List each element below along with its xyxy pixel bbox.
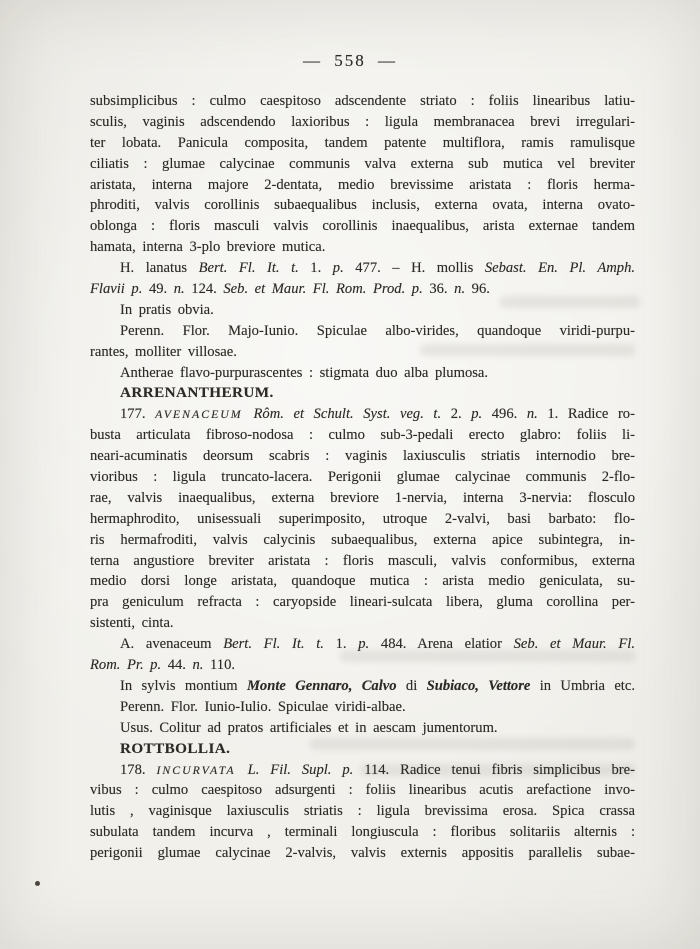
text-segment: di (396, 677, 427, 694)
text-segment: AVENACEUM (155, 407, 254, 422)
text-segment: sistenti, cinta. (90, 615, 174, 632)
text-segment: 477. – H. mollis (355, 260, 485, 277)
ink-speck (35, 881, 40, 886)
text-segment: 1. (335, 636, 359, 653)
text-segment: In pratis obvia. (120, 301, 214, 318)
text-segment: ARRENANTHERUM. (120, 384, 274, 402)
text-segment: 1. (310, 260, 333, 277)
text-segment: 2. (450, 406, 472, 423)
text-segment: Usus. Colitur ad pratos artificiales et in aescam jumentorum. (120, 719, 498, 736)
text-line (90, 279, 635, 300)
text-segment: oblonga : floris masculi valvis corollinis inaequalibus, arista externae tandem (90, 218, 635, 235)
text-segment: n. (526, 406, 548, 423)
text-segment: vibus : culmo caespitoso adsurgenti : foliis linearibus acutis arefactione invo- (90, 782, 635, 799)
text-segment: 110. (210, 657, 236, 674)
text-segment: in Umbria etc. (530, 677, 635, 694)
text-line (90, 655, 635, 676)
text-line (90, 446, 635, 467)
text-line (90, 822, 635, 843)
text-line (90, 154, 635, 175)
text-segment: A. avenaceum (120, 636, 224, 653)
text-segment: rantes, molliter villosae. (90, 343, 237, 360)
text-line (90, 801, 635, 822)
text-segment: n. (454, 281, 472, 298)
text-segment: H. lanatus (120, 260, 199, 277)
text-segment: Perenn. Flor. Majo-Iunio. Spiculae albo-virides, quandoque viridi-purpu- (120, 322, 635, 339)
text-line (90, 676, 635, 697)
text-segment: 49. (148, 281, 174, 298)
text-segment: Bert. Fl. It. t. (223, 636, 336, 653)
text-line (90, 718, 635, 739)
text-line (90, 342, 635, 363)
text-segment: hamata, interna 3-plo breviore mutica. (90, 239, 326, 256)
text-line (90, 843, 635, 864)
text-segment: busta articulata fibroso-nodosa : culmo sub-3-pedali erecto glabro: foliis li- (90, 427, 635, 444)
text-line (90, 425, 635, 446)
text-segment: p. (358, 636, 381, 653)
text-line (90, 634, 635, 655)
text-segment: Seb. et Maur. Fl. Rom. Prod. p. (223, 281, 430, 298)
text-segment: Antherae flavo-purpurascentes : stigmata duo alba plumosa. (120, 364, 489, 381)
text-segment: p. (471, 406, 492, 423)
text-segment: 114. Radice tenui fibris simplicibus bre- (364, 761, 635, 778)
text-segment: ciliatis : glumae calycinae communis valva externa sub mutica vel breviter (90, 155, 635, 172)
text-segment: sculis, vaginis adscendendo laxioribus : ligula membranacea brevi irregulari- (90, 113, 635, 130)
text-segment: 178. (120, 761, 157, 778)
text-segment: Seb. et Maur. Fl. (513, 636, 635, 653)
text-line (90, 760, 635, 781)
text-line (90, 383, 635, 404)
text-line (90, 258, 635, 279)
text-segment: 124. (191, 281, 224, 298)
text-line (90, 613, 635, 634)
text-line (90, 592, 635, 613)
text-segment: subulata tandem incurva , terminali longiuscula : floribus solitariis alternis : (90, 824, 635, 841)
text-line (90, 300, 635, 321)
text-segment: pra geniculum refracta : caryopside lineari-sulcata libera, gluma corollina per- (90, 594, 635, 611)
text-segment: lutis , vaginisque laxiusculis striatis : ligula brevissima erosa. Spica crassa (90, 803, 635, 820)
text-segment: ris hermafroditi, valvis calycinis subaequalibus, externa apice subintegra, in- (90, 531, 635, 548)
text-segment: Bert. Fl. It. t. (198, 260, 311, 277)
text-segment: terna angustiore breviter aristata : floris masculi, valvis conformibus, externa (90, 552, 635, 569)
text-line (90, 175, 635, 196)
text-line (90, 195, 635, 216)
text-segment: Flavii p. (90, 281, 149, 298)
text-segment: rae, valvis inaequalibus, externa breviore 1-nervia, interna 3-nervia: flosculo (90, 489, 635, 506)
text-line (90, 509, 635, 530)
text-segment: n. (192, 657, 211, 674)
text-line (90, 363, 635, 384)
text-line (90, 530, 635, 551)
text-segment: 96. (471, 281, 490, 298)
text-segment: hermaphrodito, unisessuali superimposito, utroque 2-valvi, basi barbato: flo- (90, 510, 635, 527)
text-line (90, 404, 635, 425)
text-segment: Perenn. Flor. Iunio-Iulio. Spiculae viridi-albae. (120, 698, 406, 715)
text-line (90, 488, 635, 509)
text-line (90, 216, 635, 237)
text-line (90, 133, 635, 154)
page-number-header: — 558 — (303, 51, 397, 70)
text-line (90, 571, 635, 592)
text-segment: 496. (491, 406, 527, 423)
text-line (90, 780, 635, 801)
text-line (90, 237, 635, 258)
text-line (90, 697, 635, 718)
text-segment: subsimplicibus : culmo caespitoso adscendente striato : foliis linearibus latiu- (90, 93, 635, 109)
text-segment: Sebast. En. Pl. Amph. (484, 260, 635, 277)
text-segment: ROTTBOLLIA. (120, 739, 231, 757)
text-segment: 1. Radice ro- (547, 406, 635, 423)
text-segment: perigonii glumae calycinae 2-valvis, valvis externis appositis parallelis subae- (90, 845, 635, 862)
text-segment: 36. (429, 281, 455, 298)
text-segment: Rôm. et Schult. Syst. veg. t. (253, 406, 451, 423)
text-line (90, 112, 635, 133)
text-line (90, 91, 635, 112)
text-line (90, 467, 635, 488)
text-segment: vioribus : ligula truncato-lacera. Perigonii glumae calycinae communis 2-flo- (90, 469, 635, 486)
text-segment: In sylvis montium (120, 677, 247, 694)
text-segment: 484. Arena elatior (380, 636, 514, 653)
text-segment: L. Fil. Supl. p. (247, 761, 365, 778)
text-segment: phroditi, valvis corollinis subaequalibus inclusis, externa ovata, interna ovato- (90, 197, 635, 214)
text-line (90, 321, 635, 342)
text-segment: neari-acuminatis deorsum scabris : vaginis laxiusculis striatis internodio bre- (90, 448, 635, 465)
text-segment: p. (332, 260, 356, 277)
page-text-block (90, 91, 635, 864)
text-segment: 177. (120, 406, 156, 423)
text-line (90, 551, 635, 572)
text-segment: Subiaco, Vettore (426, 677, 531, 694)
text-segment: Rom. Pr. p. (90, 657, 168, 674)
text-segment: Monte Gennaro, Calvo (246, 677, 397, 694)
text-segment: 44. (167, 657, 193, 674)
text-segment: INCURVATA (156, 762, 248, 777)
text-segment: n. (173, 281, 192, 298)
text-line (90, 739, 635, 760)
text-segment: ter lobata. Panicula composita, tandem patente multiflora, ramis ramulisque (90, 134, 635, 151)
text-segment: medio dorsi longe aristata, quandoque mutica : arista medio geniculata, su- (90, 573, 635, 590)
text-segment: aristata, interna majore 2-dentata, medio brevissime aristata : floris herma- (90, 176, 635, 193)
